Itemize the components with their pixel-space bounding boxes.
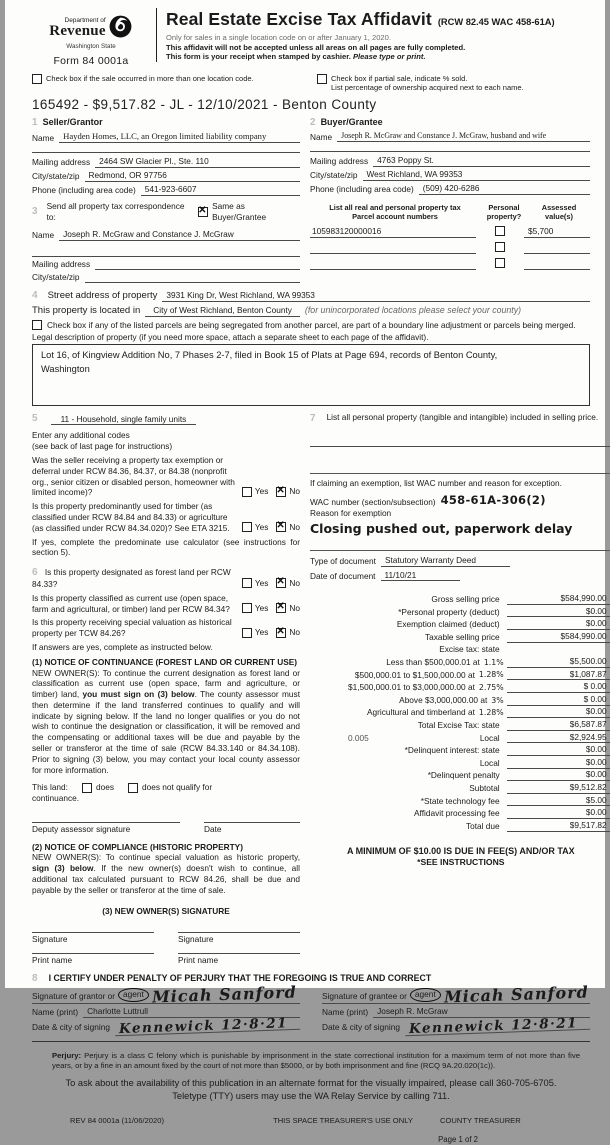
- perjury-notice: Perjury: Perjury is a class C felony which is punishable by imprisonment in the state correctional institution for a maximum term of not more than five years, or by a fine in an amount fixed by the court of not more than $5000, or by both imprisonment and fine (RCQ 9A.20.020(1c)).: [52, 1051, 580, 1071]
- tax-row-delinquent-penalty: *Delinquent penalty $0.00: [310, 770, 610, 782]
- tax-row-personal-deduct: *Personal property (deduct) $0.00: [310, 606, 610, 618]
- tax-row-local: 0.005 Local $2,924.95: [310, 732, 610, 744]
- correspondence-name-label: Name: [32, 229, 55, 240]
- seller-mailing-field[interactable]: 2464 SW Glacier Pl., Ste. 110: [95, 156, 300, 168]
- exemption-note: If claiming an exemption, list WAC number and reason for exception.: [310, 478, 562, 489]
- tax-row-tier4: Above $3,000,000.00 at 3% $ 0.00: [310, 694, 610, 706]
- multi-location-checkbox[interactable]: [32, 74, 42, 84]
- buyer-heading: Buyer/Grantee: [320, 116, 383, 127]
- tax-row-agricultural: Agricultural and timberland at 1.28% $0.00: [310, 707, 610, 719]
- agency-name: Revenue: [49, 23, 106, 40]
- segregated-checkbox[interactable]: [32, 320, 42, 330]
- correspondence-csz-field[interactable]: [85, 282, 301, 283]
- additional-codes-note: (see back of last page for instructions): [32, 441, 173, 452]
- tax-row-exemption-deduct: Exemption claimed (deduct) $0.00: [310, 618, 610, 630]
- doc-type-field[interactable]: Statutory Warranty Deed: [381, 555, 510, 567]
- tax-row-tier3: $1,500,000.01 to $3,000,000.00 at 2.75% $ 0.00: [310, 681, 610, 693]
- grantor-date-city-field[interactable]: Kennewick 12·8·21: [115, 1017, 300, 1035]
- current-use-question: Is this property classified as current use (open space, farm and agricultural, or timber) land per RCW 84.34? Yes ✕ No: [32, 593, 300, 615]
- buyer-csz-field[interactable]: West Richland, WA 99353: [363, 169, 591, 181]
- section-2-number: 2: [310, 116, 316, 128]
- personal-property-line-1[interactable]: [310, 437, 610, 447]
- assessed-value-header: Assessed value(s): [541, 203, 577, 222]
- tax-row-subtotal: Subtotal $9,512.82: [310, 782, 610, 794]
- grantor-agent-circled: agent: [118, 988, 149, 1002]
- grantor-date-city-label: Date & city of signing: [32, 1021, 110, 1032]
- forest-land-question: 6 Is this property designated as forest land per RCW 84.33? Yes ✕ No: [32, 566, 300, 590]
- tax-row-taxable: Taxable selling price $584,990.00: [310, 631, 610, 643]
- correspondence-mailing-field[interactable]: [95, 269, 300, 270]
- buyer-name-field[interactable]: Joseph R. McGraw and Constance J. McGraw, husband and wife: [337, 131, 590, 142]
- correspondence-label: Send all property tax correspondence to:: [46, 201, 185, 222]
- seller-section: [32, 116, 300, 197]
- notice-continuance-body: NEW OWNER(S): To continue the current designation as forest land or classification as current use (open space, farm and agriculture, or timber) land, you must sign on (3) below. The county assessor must then determine if the land transferred continues to qualify and will indicate by signing below. If the land no longer qualifies or you do not wish to continue the designation or classification, it will be removed and the compensating or additional taxes will be due and payable by the seller or transferor at the time of sale (RCW 84.33.140 or 84.34.108). Prior to signing (3) below, you may contact your local county assessor for more information.: [32, 667, 300, 775]
- parcel-row: [310, 242, 590, 254]
- parcel-personal-checkbox[interactable]: [495, 258, 505, 268]
- parcel-personal-checkbox[interactable]: [495, 226, 505, 236]
- grantee-certify-block: [322, 982, 590, 1037]
- grantee-name-print-field[interactable]: Joseph R. McGraw: [373, 1006, 590, 1018]
- buyer-mailing-label: Mailing address: [310, 155, 369, 166]
- buyer-phone-label: Phone (including area code): [310, 184, 414, 195]
- reason-for-exemption-field[interactable]: Closing pushed out, paperwork delay: [310, 520, 573, 536]
- certify-section: [32, 972, 590, 1037]
- seller-mailing-label: Mailing address: [32, 156, 91, 167]
- personal-property-list-label: List all personal property (tangible and intangible) included in selling price.: [326, 412, 599, 423]
- page-title: Real Estate Excise Tax Affidavit: [166, 9, 432, 29]
- section-7-number: 7: [310, 413, 316, 425]
- treasurer-use-label: THIS SPACE TREASURER'S USE ONLY: [273, 1116, 413, 1126]
- land-use-code-field[interactable]: 11 - Household, single family units: [51, 414, 197, 426]
- segregated-label: Check box if any of the listed parcels are being segregated from another parcel, are part of a boundary line adjustment or parcels being merged.: [47, 319, 576, 330]
- county-treasurer-label: COUNTY TREASURER: [440, 1116, 521, 1126]
- seller-name-field[interactable]: Hayden Homes, LLC, an Oregon limited liability company: [59, 131, 300, 143]
- header-note-2: This affidavit will not be accepted unless all areas on all pages are fully completed.: [166, 42, 466, 52]
- predominate-use-note: If yes, complete the predominate use calculator (see instructions for section 5).: [32, 536, 300, 558]
- q1-yes-checkbox[interactable]: [242, 487, 252, 497]
- correspondence-mailing-label: Mailing address: [32, 259, 91, 269]
- q4-yes-checkbox[interactable]: [242, 603, 252, 613]
- continuance-label: continuance.: [32, 793, 80, 804]
- grantee-agent-circled: agent: [410, 988, 441, 1002]
- signature-label: Signature: [178, 934, 214, 945]
- notice-compliance-title: (2) NOTICE OF COMPLIANCE (HISTORIC PROPERTY): [32, 841, 243, 852]
- personal-property-header: Personal property?: [486, 203, 522, 222]
- q1-no-checkbox[interactable]: [276, 487, 286, 497]
- tax-section: [310, 412, 610, 965]
- partial-sale-checkbox[interactable]: [317, 74, 327, 84]
- seller-phone-label: Phone (including area code): [32, 185, 136, 196]
- assessed-value-field[interactable]: [524, 242, 590, 254]
- exemption-deferral-question: Was the seller receiving a property tax exemption or deferral under RCW 84.36, 84.37, or 84.38 (nonprofit org., senior citizen or disabled person, homeowner with limited income)? Yes ✕ No: [32, 455, 300, 498]
- tax-row-delinquent-interest-local: Local $0.00: [310, 757, 610, 769]
- parcel-personal-checkbox[interactable]: [495, 242, 505, 252]
- q2-yes-checkbox[interactable]: [242, 522, 252, 532]
- wac-number-field[interactable]: 458-61A-306(2): [440, 493, 546, 508]
- form-revision: REV 84 0001a (11/06/2020): [70, 1116, 165, 1126]
- washington-state-label: Washington State: [66, 42, 116, 50]
- form-header: [32, 8, 590, 69]
- section-6-number: 6: [32, 567, 38, 579]
- form-number: Form 84 0001a: [53, 54, 129, 67]
- timber-agriculture-question: Is this property predominantly used for timber (as classified under RCW 84.84 and 84.33) or agriculture (as classified under RCW 84.34.020)? See ETA 3215. Yes ✕ No: [32, 501, 300, 533]
- grantor-name-print-field[interactable]: Charlotte Luttrull: [83, 1006, 300, 1018]
- grantee-name-print-label: Name (print): [322, 1007, 369, 1018]
- dept-of-label: Department of: [64, 16, 106, 24]
- same-as-buyer-checkbox[interactable]: [198, 207, 208, 217]
- q5-yes-checkbox[interactable]: [242, 628, 252, 638]
- assessed-value-field[interactable]: $5,700: [524, 226, 590, 238]
- grantee-date-city-label: Date & city of signing: [322, 1021, 400, 1032]
- tax-row-total-due: Total due $9,517.82: [310, 820, 610, 832]
- print-name-label: Print name: [178, 955, 219, 966]
- located-in-note: (for unincorporated locations please select your county): [304, 305, 522, 316]
- land-does-not-checkbox[interactable]: [128, 783, 138, 793]
- personal-property-line-2[interactable]: [310, 457, 610, 466]
- section-4-number: 4: [32, 290, 38, 302]
- if-yes-note: If answers are yes, complete as instructed below.: [32, 641, 213, 652]
- buyer-name2-field[interactable]: [310, 142, 590, 152]
- parcel-row: [310, 226, 590, 238]
- grantor-signature-label: Signature of grantor or: [32, 990, 116, 1001]
- buyer-name-label: Name: [310, 131, 333, 142]
- accessibility-notice: To ask about the availability of this publication in an alternate format for the visually impaired, please call 360-705-6705. Teletype (TTY) users may use the WA Relay Service by calling 711.: [65, 1078, 557, 1101]
- page-number: Page 1 of 2: [438, 1135, 478, 1145]
- notice-compliance-body: NEW OWNER(S): To continue special valuation as historic property, sign (3) below. If the new owner(s) doesn't wish to continue, all additional tax calculated pursuant to RCW 84.26, shall be due and payable by the seller or transferor at the time of sale.: [32, 852, 300, 895]
- buyer-csz-label: City/state/zip: [310, 170, 358, 181]
- signature-label: Signature: [32, 934, 68, 945]
- reason-for-exemption-label: Reason for exemption: [310, 508, 392, 519]
- q4-no-checkbox[interactable]: [276, 603, 286, 613]
- seller-heading: Seller/Grantor: [42, 116, 103, 127]
- correspondence-csz-label: City/state/zip: [32, 272, 80, 283]
- legal-description-field[interactable]: Lot 16, of Kingview Addition No, 7 Phases 2-7, filed in Book 15 of Plats at Page 694, records of Benton County, Washington: [32, 344, 590, 406]
- correspondence-name2-field[interactable]: [32, 247, 300, 257]
- doc-date-field[interactable]: 11/10/21: [381, 570, 461, 582]
- certify-statement: I CERTIFY UNDER PENALTY OF PERJURY THAT THE FOREGOING IS TRUE AND CORRECT: [48, 972, 432, 983]
- correspondence-name-field[interactable]: Joseph R. McGraw and Constance J. McGraw: [59, 229, 300, 241]
- seller-csz-field[interactable]: Redmond, OR 97756: [85, 170, 301, 182]
- affidavit-page: [5, 0, 607, 1145]
- street-address-field[interactable]: 3931 King Dr, West Richland, WA 99353: [162, 290, 590, 302]
- seller-csz-label: City/state/zip: [32, 171, 80, 182]
- grantee-signature: Micah Sanford: [443, 982, 589, 1007]
- section-8-number: 8: [32, 972, 38, 984]
- title-rcw-reference: (RCW 82.45 WAC 458-61A): [437, 17, 555, 27]
- same-as-buyer-label: Same as Buyer/Grantee: [212, 201, 267, 222]
- partial-sale-label: Check box if partial sale, indicate % sold. List percentage of ownership acquired next to each name.: [331, 73, 524, 93]
- located-in-field[interactable]: City of West Richland, Benton County: [145, 305, 300, 317]
- tax-row-delinquent-interest-state: *Delinquent interest: state $0.00: [310, 744, 610, 756]
- tax-computation-table: [310, 593, 610, 831]
- parcel-header: List all real and personal property tax Parcel account numbers: [329, 203, 461, 222]
- multi-location-label: Check box if the sale occurred in more than one location code.: [46, 73, 254, 83]
- deputy-assessor-label: Deputy assessor signature: [32, 823, 131, 834]
- revenue-swirl-icon: [108, 14, 133, 42]
- doc-date-label: Date of document: [310, 570, 376, 581]
- parcel-number-field[interactable]: 105983120000016: [310, 226, 476, 238]
- grantor-certify-block: [32, 982, 300, 1037]
- section-5-number: 5: [32, 413, 38, 425]
- tax-row-tier2: $500,000.01 to $1,500,000.00 at 1.28% $1,087.87: [310, 669, 610, 681]
- grantor-signature: Micah Sanford: [151, 982, 297, 1007]
- seller-phone-field[interactable]: 541-923-6607: [141, 184, 300, 196]
- land-does-checkbox[interactable]: [82, 783, 92, 793]
- street-address-label: Street address of property: [47, 289, 158, 301]
- property-section: [32, 289, 590, 406]
- notice-continuance-title: (1) NOTICE OF CONTINUANCE (FOREST LAND OR CURRENT USE): [32, 656, 298, 667]
- section-3-number: 3: [32, 206, 38, 218]
- section-1-number: 1: [32, 116, 38, 128]
- see-instructions-note: *SEE INSTRUCTIONS: [417, 857, 505, 868]
- buyer-section: [310, 116, 590, 197]
- historical-property-question: Is this property receiving special valuation as historical property per TCW 84.26? Yes ✕ No: [32, 617, 300, 639]
- grantee-signature-label: Signature of grantee or: [322, 990, 407, 1001]
- header-note-3: This form is your receipt when stamped by cashier. Please type or print.: [166, 52, 426, 62]
- q5-no-checkbox[interactable]: [276, 628, 286, 638]
- wac-number-label: WAC number (section/subsection): [310, 497, 436, 508]
- assessed-value-field[interactable]: [524, 258, 590, 270]
- parcel-number-field[interactable]: [310, 258, 476, 270]
- tax-row-tier1: Less than $500,000.01 at 1.1% $5,500.00: [310, 656, 610, 668]
- q3-yes-checkbox[interactable]: [242, 578, 252, 588]
- tax-row-gross: Gross selling price $584,990.00: [310, 593, 610, 605]
- minimum-fee-note: A MINIMUM OF $10.00 IS DUE IN FEE(S) AND/OR TAX: [346, 845, 575, 856]
- tax-row-excise-header: Excise tax: state: [439, 644, 500, 655]
- doc-type-label: Type of document: [310, 556, 376, 567]
- buyer-phone-field[interactable]: (509) 420-6286: [419, 183, 590, 195]
- header-note-1: Only for sales in a single location code on or after January 1, 2020.: [166, 32, 391, 42]
- grantee-date-city-field[interactable]: Kennewick 12·8·21: [405, 1017, 590, 1035]
- print-name-label: Print name: [32, 955, 73, 966]
- tax-row-processing-fee: Affidavit processing fee $0.00: [310, 807, 610, 819]
- grantor-name-print-label: Name (print): [32, 1007, 79, 1018]
- use-code-section: 5 11 - Household, single family units Enter any additional codes (see back of last page for instructions) Was the seller receiving a property tax exemption or deferral under RCW 84.36, 84.37, or 84.38 (nonprofit org., senior citizen or disabled person, homeowner with limited income)? Yes ✕ No Is this property predominantly used for timber (as classified under RCW 84.84 and 84.33) or agriculture (as classified under RCW 84.34.020)? See ETA 3215. Yes ✕ No If yes, complete the predominate use calculator (see instructions for section 5). 6 Is this property designated as forest land per RCW 84.33? Yes ✕ No Is this property classified as current use (open space, farm and agricultural, or timber) land per RCW 84.34? Yes ✕ No Is this property receiving special valuation as historical property per TCW 84.26? Yes ✕ No If answers are yes, complete as instructed below. (1) NOTICE OF CONTINUANCE (FOREST LAND OR CURRENT USE) NEW OWNER(S): To continue the current designation as forest land or classification as current use (open space, farm and agriculture, or timber) land, you must sign on (3) below. The county assessor must then determine if the land transferred continues to qualify and will indicate by signing below. If the land no longer qualifies or you do not wish to continue the designation or classification, it will be removed and the compensating or additional taxes will be due and payable by the seller or transferor at the time of sale (RCW 84.33.140 or 84.34.108). Prior to signing (3) below, you may contact your local county assessor for more information. This land: does does not qualify for continuance. Deputy assessor signature Date (2) NOTICE OF COMPLIANCE (HISTORIC PROPERTY) NEW OWNER(S): To continue special valuation as historic property, sign (3) below. If the new owner(s) doesn't wish to continue, all additional tax calculated pursuant to RCW 84.26, shall be due and payable by the seller or transferor at the time of sale. (3) NEW OWNER(S) SIGNATURE Signature Signature Print name Print name: [32, 412, 300, 965]
- parcel-number-field[interactable]: [310, 242, 476, 254]
- buyer-mailing-field[interactable]: 4763 Poppy St.: [373, 155, 590, 167]
- this-land-label: This land:: [32, 782, 68, 793]
- located-in-label: This property is located in: [32, 304, 141, 316]
- q2-no-checkbox[interactable]: [276, 522, 286, 532]
- q3-no-checkbox[interactable]: [276, 578, 286, 588]
- treasurer-stamp: 165492 - $9,517.82 - JL - 12/10/2021 - Benton County: [32, 97, 377, 113]
- seller-name2-field[interactable]: [32, 143, 300, 153]
- additional-codes-label: Enter any additional codes: [32, 430, 130, 441]
- parcels-section: [310, 201, 590, 283]
- new-owner-signature-title: (3) NEW OWNER(S) SIGNATURE: [102, 905, 230, 916]
- legal-description-label: Legal description of property (if you need more space, attach a separate sheet to each page of the affidavit).: [32, 331, 429, 342]
- seller-name-label: Name: [32, 132, 55, 143]
- parcel-row: [310, 258, 590, 270]
- tax-row-technology-fee: *State technology fee $5.00: [310, 795, 610, 807]
- tax-row-total-state: Total Excise Tax: state $6,587.87: [310, 719, 610, 731]
- deputy-date-label: Date: [204, 823, 222, 834]
- agency-logo-block: [32, 8, 150, 69]
- correspondence-section: [32, 201, 300, 283]
